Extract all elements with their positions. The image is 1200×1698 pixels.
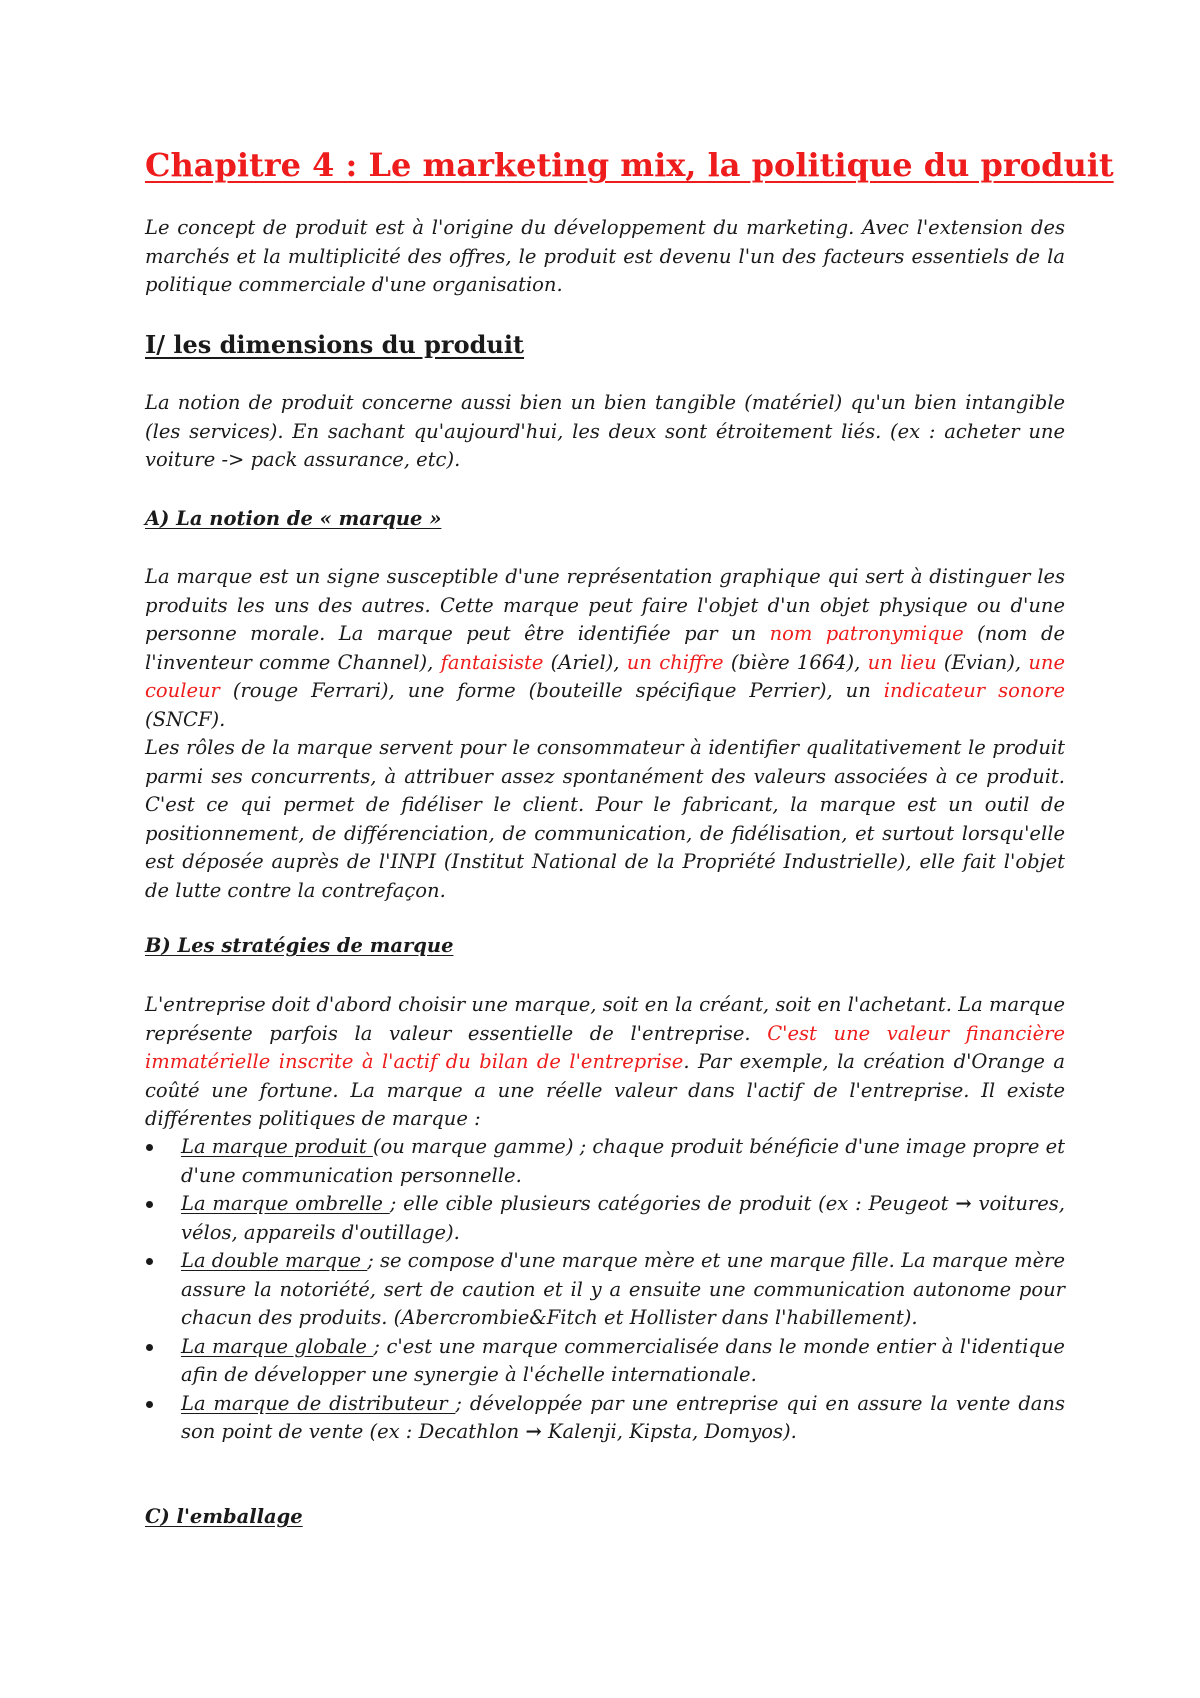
list-item-term: La double marque <box>181 1249 368 1272</box>
list-item-text: voitures, vélos, appareils d'outillage). <box>181 1192 1065 1244</box>
arrow-right-icon: → <box>955 1192 972 1215</box>
highlight-indicateur-sonore: indicateur sonore <box>883 679 1065 702</box>
section-heading-dimensions: I/ les dimensions du produit <box>145 330 525 359</box>
text-run: . Par exemple, la création d'Orange a coûté une fortune. La marque a une réelle valeur dans l'actif de l'entreprise. Il existe différentes politiques de marque : <box>145 1050 1066 1130</box>
highlight-lieu: un lieu <box>867 650 937 674</box>
marque-definition-paragraph <box>145 563 1065 734</box>
text-run: (bière 1664), <box>723 650 868 674</box>
text-run: La marque est un signe susceptible d'une représentation graphique qui sert à distinguer les produits les uns des autres. Cette marque peut faire l'objet d'un objet physique ou d'une personne morale. La marque peut être identifiée par un <box>145 565 1065 645</box>
arrow-right-icon: → <box>525 1420 542 1443</box>
list-item-term: La marque globale <box>181 1334 374 1358</box>
bullet-icon <box>146 1401 153 1408</box>
text-run: (Evian), <box>936 650 1029 674</box>
list-item <box>145 1247 1065 1333</box>
marque-roles-paragraph: Les rôles de la marque servent pour le consommateur à identifier qualitativement le produit parmi ses concurrents, à attribuer assez spontanément des valeurs associées à ce produit. C'est ce qui permet de fidéliser le client. Pour le fabricant, la marque est un outil de positionnement, de différenciation, de communication, de fidélisation, et surtout lorsqu'elle est déposée auprès de l'INPI (Institut National de la Propriété Industrielle), elle fait l'objet de lutte contre la contrefaçon. <box>145 736 1065 902</box>
bullet-icon <box>146 1344 153 1351</box>
bullet-icon <box>146 1258 153 1265</box>
subheading-notion-marque: A) La notion de « marque » <box>145 507 442 530</box>
strategies-paragraph <box>145 991 1065 1134</box>
list-item <box>145 1333 1065 1390</box>
page-title: Chapitre 4 : Le marketing mix, la politique du produit <box>145 146 1114 184</box>
highlight-nom-patronymique: nom patronymique <box>769 622 964 645</box>
text-run: (rouge Ferrari), une forme (bouteille spécifique Perrier), un <box>219 679 884 702</box>
subheading-emballage: C) l'emballage <box>145 1505 303 1528</box>
list-item <box>145 1390 1065 1447</box>
list-item <box>145 1133 1065 1190</box>
highlight-chiffre: un chiffre <box>626 650 724 674</box>
highlight-valeur-financiere: C'est une valeur financière immatérielle inscrite à l'actif du bilan de l'entreprise <box>145 1021 1065 1073</box>
list-item-text: ; se compose d'une marque mère et une marque fille. La marque mère assure la notoriété, sert de caution et il y a ensuite une communication autonome pour chacun des produits. (Abercrombie&Fitch et Hollister dans l'habillement). <box>181 1249 1065 1329</box>
list-item-text: (ou marque gamme) ; chaque produit bénéficie d'une image propre et d'une communication personnelle. <box>181 1135 1065 1187</box>
bullet-icon <box>146 1144 153 1151</box>
bullet-icon <box>146 1201 153 1208</box>
brand-policy-list <box>145 1133 1065 1447</box>
text-run: L'entreprise doit d'abord choisir une marque, soit en la créant, soit en l'achetant. La marque représente parfois la valeur essentielle de l'entreprise. <box>145 993 1065 1045</box>
text-run: (nom de l'inventeur comme Channel), <box>145 622 1065 674</box>
list-item <box>145 1190 1065 1247</box>
list-item-text: ; développée par une entreprise qui en assure la vente dans son point de vente (ex : Decathlon <box>181 1391 1065 1443</box>
intro-paragraph: Le concept de produit est à l'origine du développement du marketing. Avec l'extension des marchés et la multiplicité des offres, le produit est devenu l'un des facteurs essentiels de la politique commerciale d'une organisation. <box>145 216 1065 296</box>
list-item-term: La marque de distributeur <box>181 1391 456 1415</box>
list-item-text: ; c'est une marque commercialisée dans le monde entier à l'identique afin de développer une synergie à l'échelle internationale. <box>181 1334 1065 1386</box>
highlight-couleur: une couleur <box>145 650 1065 702</box>
dimensions-paragraph: La notion de produit concerne aussi bien un bien tangible (matériel) qu'un bien intangible (les services). En sachant qu'aujourd'hui, les deux sont étroitement liés. (ex : acheter une voiture -> pack assurance, etc). <box>145 391 1065 471</box>
text-run: (Ariel), <box>543 650 627 674</box>
subheading-strategies-marque: B) Les stratégies de marque <box>145 934 454 957</box>
list-item-term: La marque ombrelle <box>181 1192 390 1215</box>
text-run: (SNCF). <box>145 707 226 731</box>
list-item-term: La marque produit <box>181 1135 373 1158</box>
list-item-text: ; elle cible plusieurs catégories de produit (ex : Peugeot <box>389 1192 956 1215</box>
highlight-fantaisiste: fantaisiste <box>440 650 544 674</box>
list-item-text: Kalenji, Kipsta, Domyos). <box>541 1420 797 1443</box>
